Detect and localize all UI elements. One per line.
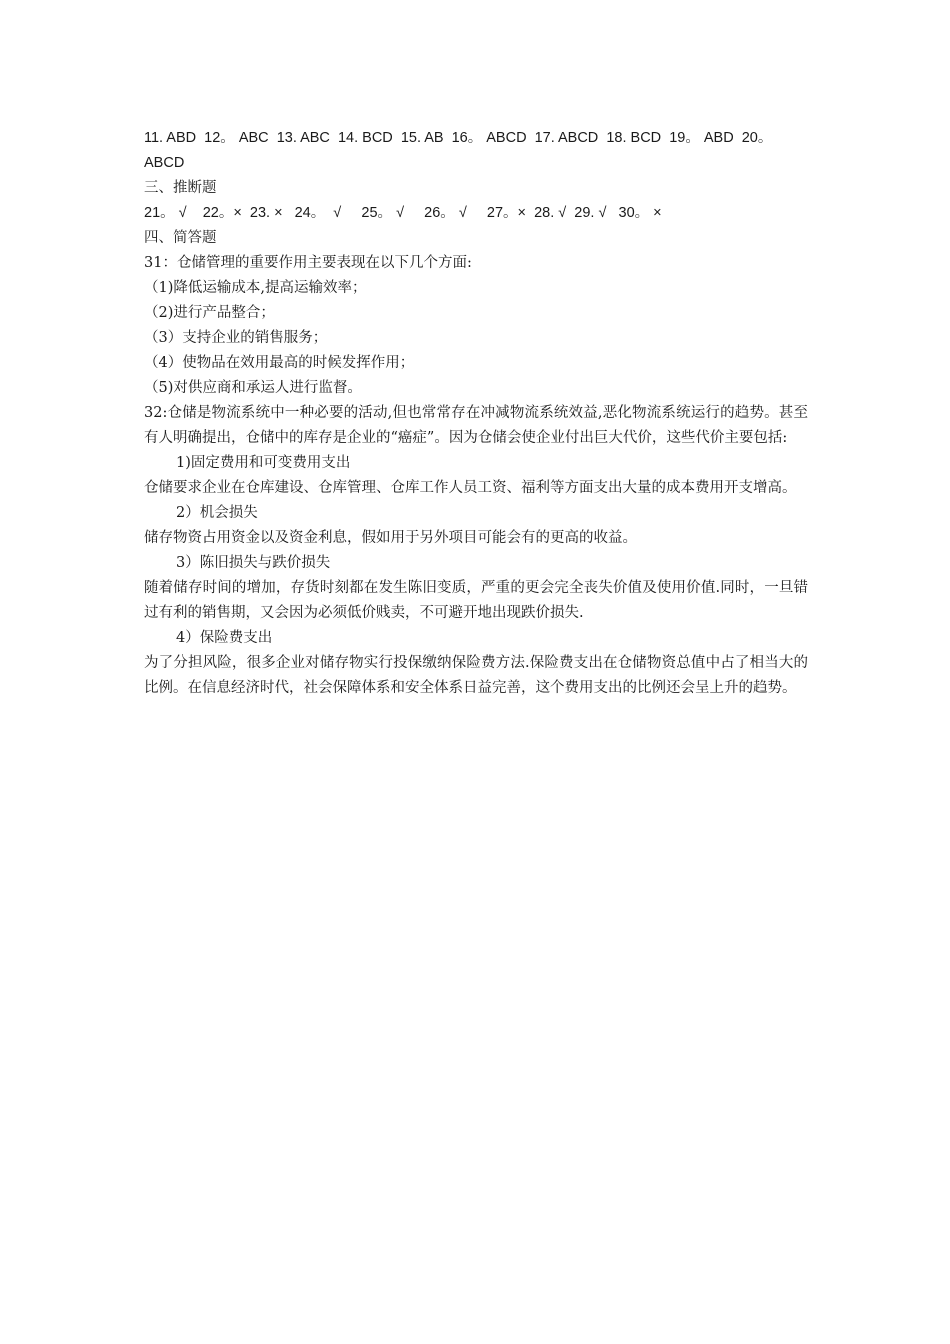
judgment-answers: 21。 √ 22。× 23. × 24。 √ 25。 √ 26。 √ 27。× 28. √ 29. √ 30。 × [144, 205, 662, 221]
q32-item-title: 2）机会损失 [176, 505, 258, 521]
q32-item-body: 储存物资占用资金以及资金利息，假如用于另外项目可能会有的更高的收益。 [144, 530, 637, 546]
q31-point: （4）使物品在效用最高的时候发挥作用； [144, 355, 415, 371]
choice-answers-line-2: ABCD [144, 155, 185, 171]
q32-item-title: 4）保险费支出 [176, 630, 273, 646]
choice-answers-line-1: 11. ABD 12。 ABC 13. ABC 14. BCD 15. AB 16。 ABCD 17. ABCD 18. BCD 19。 ABD 20。 [144, 130, 773, 146]
q32-item-title: 3）陈旧损失与跌价损失 [176, 555, 331, 571]
q31-point: （2)进行产品整合； [144, 305, 275, 321]
q32-item-body: 随着储存时间的增加，存货时刻都在发生陈旧变质，严重的更会完全丧失价值及使用价值.同时，一旦错过有利的销售期，又会因为必须低价贱卖，不可避开地出现跌价损失. [144, 580, 808, 621]
q31-point: （5)对供应商和承运人进行监督。 [144, 380, 362, 396]
section-3-heading: 三、推断题 [144, 180, 217, 196]
document-page [144, 126, 808, 701]
q32-item-title: 1)固定费用和可变费用支出 [176, 455, 351, 471]
q31-point: （3）支持企业的销售服务； [144, 330, 328, 346]
q32-item-body: 为了分担风险，很多企业对储存物实行投保缴纳保险费方法.保险费支出在仓储物资总值中占了相当大的比例。在信息经济时代，社会保障体系和安全体系日益完善，这个费用支出的比例还会呈上升的趋势。 [144, 655, 808, 696]
section-4-heading: 四、简答题 [144, 230, 217, 246]
q32-intro: 32:仓储是物流系统中一种必要的活动,但也常常存在冲减物流系统效益,恶化物流系统运行的趋势。甚至有人明确提出，仓储中的库存是企业的“癌症”。因为仓储会使企业付出巨大代价，这些代价主要包括: [144, 405, 808, 446]
q31-intro: 31：仓储管理的重要作用主要表现在以下几个方面: [144, 255, 472, 271]
q31-point: （1)降低运输成本,提高运输效率； [144, 280, 367, 296]
q32-item-body: 仓储要求企业在仓库建设、仓库管理、仓库工作人员工资、福利等方面支出大量的成本费用开支增高。 [144, 480, 797, 496]
